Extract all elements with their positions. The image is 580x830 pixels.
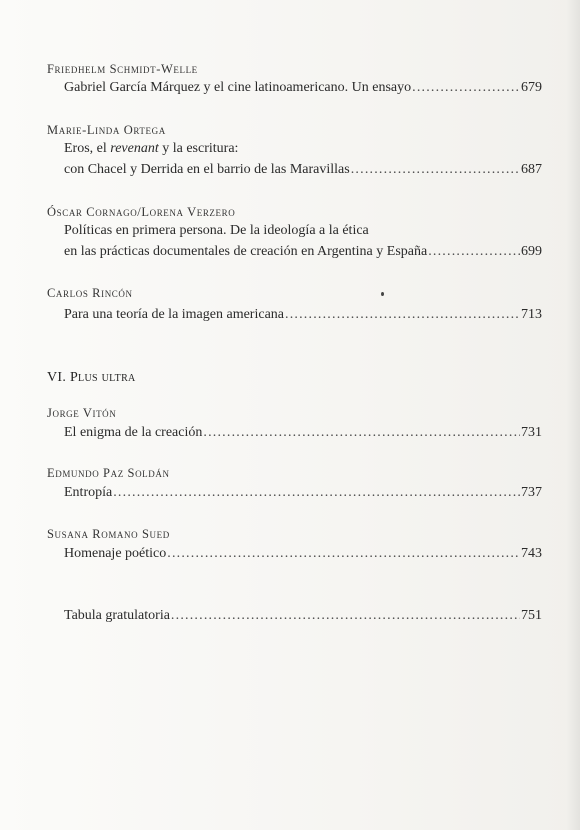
entry-title: Tabula gratulatoria [64, 608, 170, 623]
entry-author: Friedhelm Schmidt-Welle [47, 62, 198, 76]
toc-entry [64, 162, 542, 178]
toc-entry [64, 608, 542, 624]
entry-page-number: 743 [521, 546, 542, 561]
dot-leader [428, 244, 520, 260]
entry-author: Jorge Vitón [47, 406, 117, 420]
dot-leader [113, 485, 520, 501]
toc-entry [64, 485, 542, 501]
entry-title: Para una teoría de la imagen americana [64, 307, 284, 322]
entry-title: El enigma de la creación [64, 425, 203, 440]
dot-leader [285, 307, 520, 323]
entry-page-number: 731 [521, 425, 542, 440]
dot-leader [203, 425, 520, 441]
toc-entry [64, 546, 542, 562]
entry-author: Óscar Cornago/Lorena Verzero [47, 205, 236, 219]
entry-author: Carlos Rincón [47, 286, 133, 300]
entry-title: en las prácticas documentales de creación en Argentina y España [64, 244, 428, 259]
toc-entry [64, 425, 542, 441]
entry-page-number: 737 [521, 485, 542, 500]
entry-page-number: 687 [521, 162, 542, 177]
toc-entry [64, 80, 542, 96]
entry-page-number: 713 [521, 307, 542, 322]
entry-title-line [64, 141, 238, 157]
entry-title-italic: revenant [110, 141, 159, 156]
entry-page-number: 699 [521, 244, 542, 259]
section-heading: VI. Plus ultra [47, 370, 136, 385]
entry-page-number: 679 [521, 80, 542, 95]
dot-leader [351, 162, 520, 178]
entry-author: Susana Romano Sued [47, 527, 170, 541]
entry-title: Homenaje poético [64, 546, 167, 561]
toc-entry [64, 244, 542, 260]
entry-title: Entropía [64, 485, 113, 500]
dot-leader [171, 608, 520, 624]
entry-title: Gabriel García Márquez y el cine latinoamericano. Un ensayo [64, 80, 412, 95]
entry-title-text: Eros, el [64, 141, 111, 156]
entry-author: Marie-Linda Ortega [47, 123, 166, 137]
ink-speck [381, 292, 384, 296]
page-edge-shadow [566, 0, 580, 830]
dot-leader [167, 546, 520, 562]
entry-title: con Chacel y Derrida en el barrio de las Maravillas [64, 162, 350, 177]
toc-entry [64, 307, 542, 323]
entry-author: Edmundo Paz Soldán [47, 466, 170, 480]
entry-page-number: 751 [521, 608, 542, 623]
dot-leader [412, 80, 520, 96]
entry-title-text: y la escritura: [158, 141, 239, 156]
entry-title-line: Políticas en primera persona. De la ideología a la ética [64, 223, 369, 238]
